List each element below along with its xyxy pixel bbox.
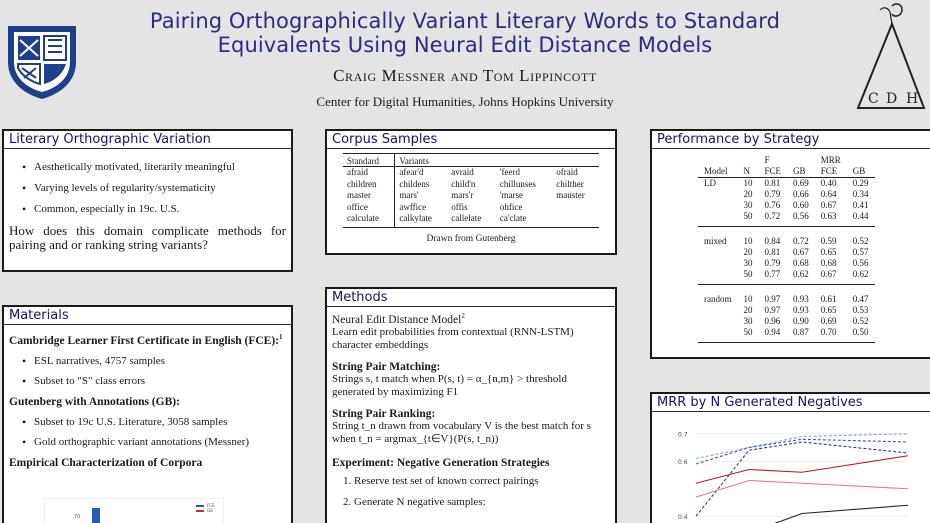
variant-cell: child'n [451, 178, 476, 189]
panel-title: Methods [327, 289, 615, 307]
table-cell: 0.47 [852, 294, 869, 304]
table-cell [698, 269, 738, 285]
table-cell: 10 [743, 236, 753, 246]
table-header-row [698, 166, 875, 178]
table-cell: 0.64 [820, 189, 837, 199]
panel-title: MRR by N Generated Negatives [652, 394, 930, 412]
table-cell: LD [704, 178, 716, 188]
corpus-histogram [44, 498, 224, 523]
table-cell: 10 [743, 178, 753, 188]
y-tick-label: 0.4 [678, 513, 688, 521]
variant-cell: ohfice [499, 201, 523, 212]
cdh-logo [852, 2, 928, 114]
table-cell: random [704, 294, 732, 304]
mrr-chart-panel [650, 392, 930, 523]
variant-cell [552, 202, 599, 214]
variant-cell: ca'clate [496, 213, 552, 227]
table-cell [698, 155, 738, 166]
table-row [343, 179, 599, 191]
table-cell [698, 247, 738, 258]
corpus-samples-panel [325, 129, 617, 255]
table-cell: 0.60 [793, 200, 809, 210]
series-line-5 [696, 505, 908, 523]
variant-cell: mars'r [451, 190, 474, 200]
table-cell: 0.65 [820, 305, 837, 315]
table-row [698, 200, 875, 211]
table-cell: 0.93 [793, 294, 809, 304]
table-row [698, 316, 875, 327]
series-line-2 [696, 442, 908, 516]
table-cell: 0.52 [852, 236, 869, 246]
y-tick-label: 0.7 [678, 431, 688, 439]
research-question: How does this domain complicate methods for pairing and or ranking string variants? [9, 223, 286, 252]
variant-cell: avraid [451, 167, 474, 177]
method-text-matching: Strings s, t match when P(s, t) = α_{n,m} > threshold generated by maximizing F1 [332, 372, 567, 398]
table-header-row [343, 154, 599, 167]
list-item: • Subset to "S" class errors [24, 375, 287, 387]
footnote-marker: 1 [279, 333, 283, 341]
table-cell: 0.90 [793, 316, 809, 326]
jhu-shield-logo [4, 20, 80, 100]
variant-cell: callelate [447, 213, 496, 227]
table-cell: GB [787, 166, 815, 178]
panel-title: Literary Orthographic Variation [4, 131, 291, 149]
table-cell: 0.69 [820, 316, 837, 326]
variant-cell: chilther [556, 178, 584, 189]
table-cell [698, 211, 738, 227]
methods-panel [325, 287, 617, 523]
poster-affiliation: Center for Digital Humanities, Johns Hopkins University [316, 94, 614, 109]
table-cell: 10 [743, 294, 753, 304]
table-row [698, 269, 875, 285]
table-cell: 0.50 [847, 327, 875, 343]
variant-cell: offis [451, 201, 468, 212]
hist-legend-fce: FCE [207, 503, 215, 508]
series-line-3 [696, 456, 908, 484]
table-cell: MRR [820, 155, 841, 165]
table-cell: 0.41 [852, 200, 869, 210]
table-cell: 0.72 [793, 236, 809, 246]
performance-table [698, 155, 875, 343]
hist-legend-swatch-fce [196, 505, 204, 507]
table-row [343, 190, 599, 202]
method-heading-experiment: Experiment: Negative Generation Strategies [332, 456, 550, 469]
corpus-table-body [343, 167, 599, 228]
gb-heading: Gutenberg with Annotations (GB): [9, 395, 180, 408]
poster-title-line-1: Pairing Orthographically Variant Literary Words to Standard [149, 9, 781, 33]
table-cell: 0.59 [820, 236, 837, 246]
variant-cell: awffice [399, 201, 427, 212]
table-row [698, 258, 875, 269]
table-cell: 0.72 [759, 211, 788, 227]
table-cell: F [764, 155, 770, 165]
hist-legend-gb: GB [207, 508, 213, 513]
panel-title: Corpus Samples [327, 131, 615, 149]
table-cell: 0.63 [815, 211, 847, 227]
table-cell: 0.53 [852, 305, 869, 315]
panel-title: Performance by Strategy [652, 131, 930, 149]
corpus-samples-table [343, 153, 599, 228]
table-cell: 0.44 [847, 211, 875, 227]
table-cell [698, 327, 738, 343]
empirical-heading: Empirical Characterization of Corpora [9, 456, 203, 469]
method-text-ranking: String t_n drawn from vocabulary V is the best match for s when t_n = argmax_{t∈V}(P(s, t_n)) [332, 419, 591, 445]
list-item: • ESL narratives, 4757 samples [24, 355, 287, 367]
standard-cell: afraid [343, 167, 395, 179]
table-caption: Drawn from Gutenberg [426, 234, 516, 244]
variant-cell: mauster [556, 190, 585, 200]
table-cell: 20 [743, 305, 753, 315]
variant-cell: mars' [399, 190, 419, 200]
standard-cell: office [343, 202, 395, 214]
variant-cell: 'feerd [499, 167, 521, 177]
table-row [698, 189, 875, 200]
variant-cell: chillunses [499, 178, 536, 189]
table-cell: 0.76 [764, 200, 781, 210]
table-header-row [698, 155, 875, 166]
table-row [343, 167, 599, 179]
performance-panel [650, 129, 930, 359]
column-header: Standard [343, 154, 395, 167]
table-cell [698, 305, 738, 316]
table-cell: 0.96 [764, 316, 781, 326]
table-cell: Model [698, 166, 738, 178]
table-cell: 0.94 [759, 327, 788, 343]
method-text-model: Learn edit probabilities from contextual (RNN-LSTM) character embeddings [332, 325, 574, 351]
table-cell: 0.29 [852, 178, 869, 188]
hist-legend-swatch-gb [196, 510, 204, 512]
table-row [698, 211, 875, 227]
table-cell: 0.84 [764, 236, 781, 246]
table-cell: 0.79 [764, 189, 781, 199]
list-item: 2. Generate N negative samples: [343, 495, 486, 508]
panel-title: Materials [4, 307, 291, 325]
table-cell: 30 [743, 200, 753, 210]
literary-variation-panel [2, 129, 293, 272]
table-cell: 0.68 [820, 258, 837, 268]
table-cell: 0.57 [852, 247, 869, 257]
variant-cell: calkylate [395, 213, 447, 227]
table-cell: 0.34 [852, 189, 869, 199]
series-line-0 [696, 434, 908, 459]
method-heading-model [327, 312, 615, 326]
literary-bullet-list [4, 161, 291, 215]
poster-header [0, 0, 930, 122]
cdh-letter-d: D [886, 91, 898, 107]
table-cell: 0.62 [787, 269, 815, 285]
table-row [698, 227, 875, 248]
table-cell: 30 [743, 258, 753, 268]
table-row [698, 327, 875, 343]
table-cell [698, 189, 738, 200]
table-cell: 0.65 [820, 247, 837, 257]
variant-cell: ofraid [556, 167, 578, 177]
mrr-line-chart [652, 414, 930, 523]
table-cell: N [738, 166, 759, 178]
standard-cell: children [343, 179, 395, 191]
table-cell: 0.61 [820, 294, 837, 304]
list-item: • Subset to 19c U.S. Literature, 3058 samples [24, 416, 287, 428]
table-cell: 0.62 [847, 269, 875, 285]
table-cell: 0.97 [764, 305, 781, 315]
method-heading-matching: String Pair Matching: [332, 360, 441, 373]
table-cell: 0.97 [764, 294, 781, 304]
hist-tick-label: 70 [74, 514, 81, 520]
gb-bullet-list [4, 416, 291, 448]
column-header: Variants [395, 154, 599, 167]
cdh-letter-h: H [906, 91, 919, 107]
table-cell: 0.67 [815, 269, 847, 285]
table-cell: 0.81 [764, 178, 781, 188]
list-item: • Varying levels of regularity/systematicity [24, 182, 287, 194]
y-tick-label: 0.6 [678, 458, 688, 466]
table-row [343, 202, 599, 214]
table-cell: 0.79 [764, 258, 781, 268]
experiment-step-list [327, 475, 615, 508]
table-cell: 50 [738, 327, 759, 343]
table-cell: 0.67 [820, 200, 837, 210]
list-item: • Gold orthographic variant annotations (Messner) [24, 436, 287, 448]
variant-cell: childens [399, 178, 430, 189]
table-cell: GB [847, 166, 875, 178]
table-cell: 0.67 [793, 247, 809, 257]
cdh-letter-c: C [868, 91, 879, 107]
table-cell: 0.93 [793, 305, 809, 315]
table-cell: 50 [738, 211, 759, 227]
table-cell [698, 316, 738, 327]
table-cell [698, 258, 738, 269]
table-row [698, 285, 875, 306]
method-heading-model-text: Neural Edit Distance Model [332, 313, 462, 326]
table-cell: 0.56 [852, 258, 869, 268]
table-cell [787, 155, 815, 166]
table-cell: 0.77 [759, 269, 788, 285]
table-row [698, 178, 875, 190]
poster-authors: Craig Messner and Tom Lippincott [333, 66, 597, 85]
list-item: • Common, especially in 19c. U.S. [24, 203, 287, 215]
table-cell: 0.69 [793, 178, 809, 188]
table-cell: 20 [743, 189, 753, 199]
table-cell: 0.66 [793, 189, 809, 199]
table-cell [698, 200, 738, 211]
list-item: • Aesthetically motivated, literarily meaningful [24, 161, 287, 173]
table-row [698, 247, 875, 258]
series-line-4 [696, 481, 908, 498]
table-cell: 20 [743, 247, 753, 257]
method-heading-ranking: String Pair Ranking: [332, 407, 436, 420]
footnote-marker: 2 [461, 312, 465, 320]
variant-cell: 'marse [499, 190, 524, 200]
table-cell: 0.70 [815, 327, 847, 343]
poster-title-line-2: Equivalents Using Neural Edit Distance Models [217, 33, 713, 57]
performance-table-body [698, 155, 875, 343]
table-cell: FCE [815, 166, 847, 178]
table-cell: 0.56 [787, 211, 815, 227]
table-cell: 0.81 [764, 247, 781, 257]
table-cell: 30 [743, 316, 753, 326]
table-cell: 0.40 [820, 178, 837, 188]
table-cell: 0.68 [793, 258, 809, 268]
standard-cell: calculate [343, 213, 395, 227]
table-cell: 0.87 [787, 327, 815, 343]
variant-cell: afear'd [399, 167, 424, 177]
table-cell: 50 [738, 269, 759, 285]
table-cell: FCE [759, 166, 788, 178]
materials-panel [2, 305, 293, 523]
list-item: 1. Reserve test set of known correct pairings [343, 474, 539, 487]
standard-cell: master [343, 190, 395, 202]
fce-heading [4, 330, 291, 348]
table-cell: 0.52 [852, 316, 869, 326]
table-row [343, 213, 599, 227]
table-cell [738, 155, 759, 166]
table-cell [847, 155, 875, 166]
variant-cell [552, 213, 599, 227]
table-cell: mixed [704, 236, 727, 246]
table-row [698, 305, 875, 316]
fce-heading-text: Cambridge Learner First Certificate in English (FCE): [9, 334, 279, 347]
hist-bar [92, 508, 100, 523]
fce-bullet-list [4, 355, 291, 387]
